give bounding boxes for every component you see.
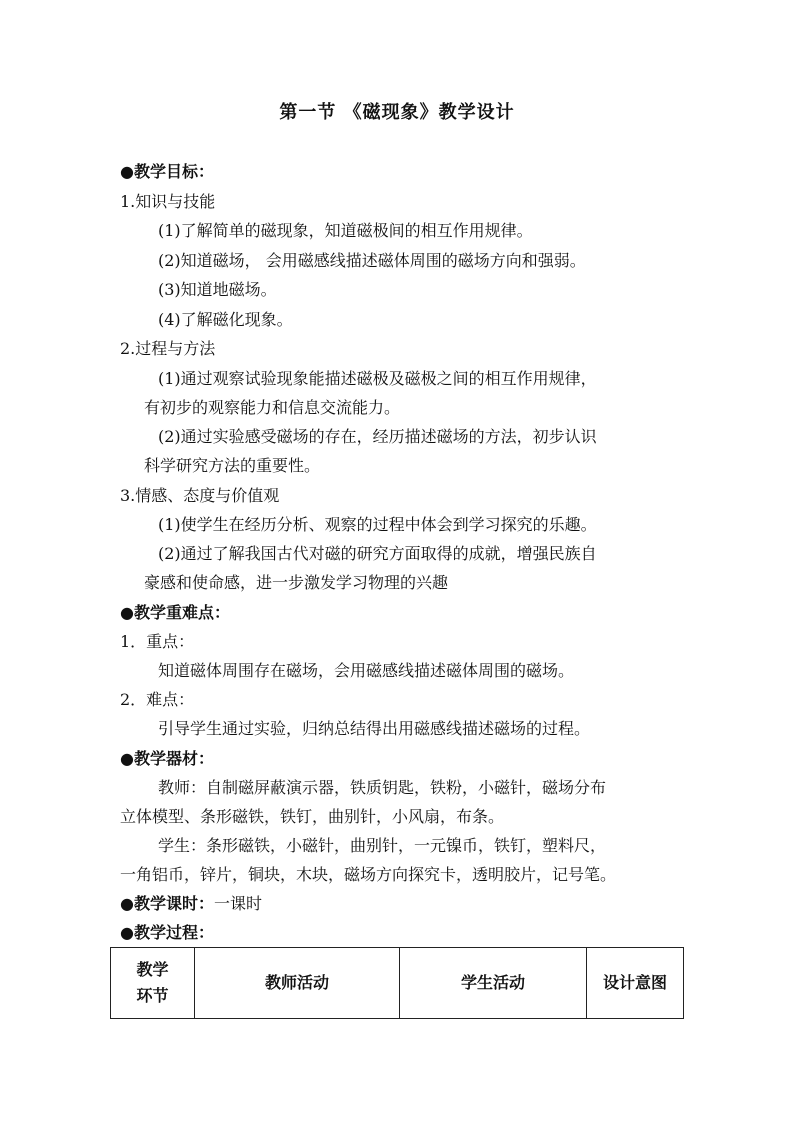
knowledge-item-4: (4)了解磁化现象。: [158, 310, 293, 329]
process-item-1-line-1: (1)通过观察试验现象能描述磁极及磁极之间的相互作用规律，: [158, 369, 597, 388]
header-student-activity: 学生活动: [400, 948, 587, 1019]
equipment-student-line-1: 学生：条形磁铁，小磁针，曲别针，一元镍币，铁钉，塑料尺，: [158, 836, 607, 855]
header-stage-line-1: 教学: [136, 960, 169, 979]
header-stage: [111, 948, 195, 1019]
knowledge-item-3: (3)知道地磁场。: [158, 280, 277, 299]
equipment-student-line-2: 一角铝币，锌片，铜块，木块，磁场方向探究卡，透明胶片，记号笔。: [120, 865, 617, 884]
table-header-row: [111, 948, 684, 1019]
attitude-heading: 3.情感、态度与价值观: [120, 486, 280, 505]
page-title: 第一节 《磁现象》教学设计: [279, 102, 515, 123]
process-item-2-line-2: 科学研究方法的重要性。: [144, 456, 321, 475]
attitude-item-2-line-1: (2)通过了解我国古代对磁的研究方面取得的成就，增强民族自: [158, 544, 597, 563]
hours-value: 一课时: [213, 894, 262, 913]
equipment-teacher-line-1: 教师：自制磁屏蔽演示器，铁质钥匙，铁粉，小磁针，磁场分布: [158, 778, 607, 797]
focus-text: 知道磁体周围存在磁场，会用磁感线描述磁体周围的磁场。: [158, 661, 575, 680]
hours-line: [120, 894, 262, 914]
difficulty-label: 2．难点：: [120, 690, 195, 709]
hours-heading: ●教学课时：: [120, 894, 214, 913]
attitude-item-2-line-2: 豪感和使命感，进一步激发学习物理的兴趣: [144, 573, 449, 592]
difficulty-text: 引导学生通过实验，归纳总结得出用磁感线描述磁场的过程。: [158, 719, 591, 738]
focus-label: 1．重点：: [120, 632, 195, 651]
knowledge-heading: 1.知识与技能: [120, 192, 216, 211]
process-heading: 2.过程与方法: [120, 339, 216, 358]
knowledge-item-1: (1)了解简单的磁现象，知道磁极间的相互作用规律。: [158, 221, 533, 240]
process-section-heading: ●教学过程：: [120, 923, 214, 942]
knowledge-item-2: (2)知道磁场， 会用磁感线描述磁体周围的磁场方向和强弱。: [158, 251, 586, 270]
attitude-item-1: (1)使学生在经历分析、观察的过程中体会到学习探究的乐趣。: [158, 515, 597, 534]
teaching-process-table: [110, 947, 684, 1019]
equipment-teacher-line-2: 立体模型、条形磁铁，铁钉，曲别针，小风扇，布条。: [120, 807, 505, 826]
header-design-intent: 设计意图: [587, 948, 684, 1019]
keypoints-heading: ●教学重难点：: [120, 603, 230, 622]
header-stage-line-2: 环节: [136, 986, 169, 1005]
process-item-2-line-1: (2)通过实验感受磁场的存在，经历描述磁场的方法，初步认识: [158, 427, 597, 446]
process-item-1-line-2: 有初步的观察能力和信息交流能力。: [144, 398, 401, 417]
objectives-heading: ●教学目标：: [120, 162, 214, 181]
equipment-heading: ●教学器材：: [120, 749, 214, 768]
header-teacher-activity: 教师活动: [195, 948, 400, 1019]
